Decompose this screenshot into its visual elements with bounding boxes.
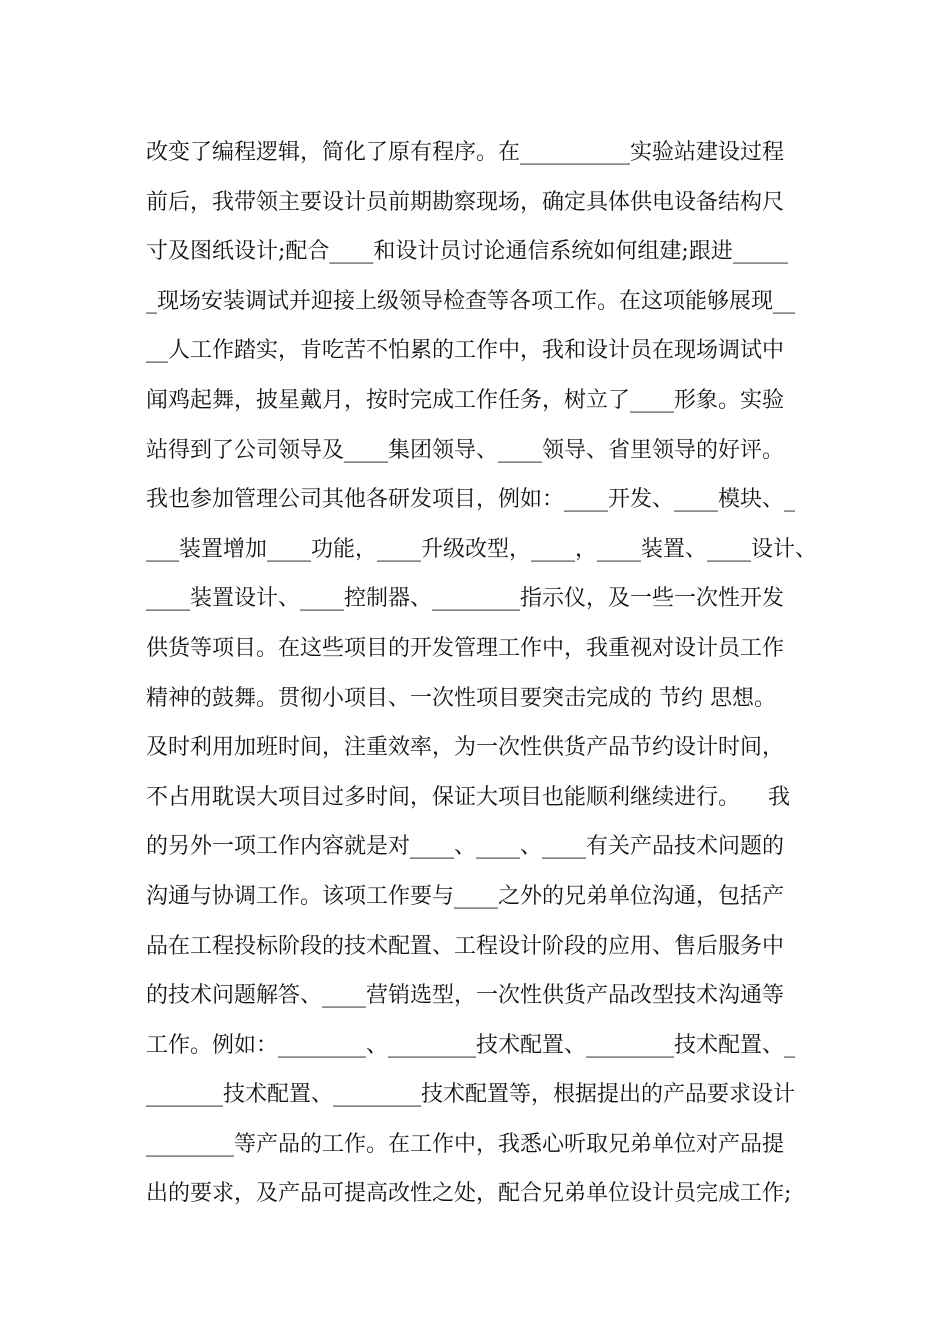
- text-line: ________等产品的工作。在工作中，我悉心听取兄弟单位对产品提: [146, 1131, 785, 1157]
- text-line: __人工作踏实，肯吃苦不怕累的工作中，我和设计员在现场调试中: [146, 338, 785, 364]
- text-line: 不占用耽误大项目过多时间，保证大项目也能顺利继续进行。 我: [146, 784, 790, 810]
- text-line: 出的要求，及产品可提高改性之处，配合兄弟单位设计员完成工作;: [146, 1181, 792, 1207]
- text-line: ____装置设计、____控制器、________指示仪，及一些一次性开发: [146, 586, 785, 612]
- body-text: [146, 128, 816, 1219]
- text-line: 品在工程投标阶段的技术配置、工程设计阶段的应用、售后服务中: [146, 933, 785, 959]
- text-line: 闻鸡起舞，披星戴月，按时完成工作任务，树立了____形象。实验: [146, 387, 785, 413]
- text-line: _现场安装调试并迎接上级领导检查等各项工作。在这项能够展现__: [146, 288, 796, 314]
- text-line: 改变了编程逻辑，简化了原有程序。在__________实验站建设过程: [146, 140, 785, 165]
- text-line: 我也参加管理公司其他各研发项目，例如：____开发、____模块、_: [146, 487, 796, 513]
- text-line: 站得到了公司领导及____集团领导、____领导、省里领导的好评。: [146, 437, 785, 463]
- text-line: 沟通与协调工作。该项工作要与____之外的兄弟单位沟通，包括产: [146, 883, 785, 909]
- text-line: 寸及图纸设计;配合____和设计员讨论通信系统如何组建;跟进_____: [146, 239, 788, 265]
- text-line: ___装置增加____功能，____升级改型，____，____装置、____设计、: [146, 536, 818, 562]
- text-line: 前后，我带领主要设计员前期勘察现场，确定具体供电设备结构尺: [146, 189, 785, 215]
- text-line: _______技术配置、________技术配置等，根据提出的产品要求设计: [146, 1082, 796, 1108]
- text-line: 的另外一项工作内容就是对____、____、____有关产品技术问题的: [146, 834, 785, 860]
- text-line: 及时利用加班时间，注重效率，为一次性供货产品节约设计时间，: [146, 735, 785, 761]
- text-line: 供货等项目。在这些项目的开发管理工作中，我重视对设计员工作: [146, 635, 785, 661]
- text-line: 的技术问题解答、____营销选型，一次性供货产品改型技术沟通等: [146, 983, 785, 1009]
- text-line: 工作。例如：________、________技术配置、________技术配置、_: [146, 1032, 796, 1058]
- text-line: 精神的鼓舞。贯彻小项目、一次性项目要突击完成的 节约 思想。: [146, 685, 776, 711]
